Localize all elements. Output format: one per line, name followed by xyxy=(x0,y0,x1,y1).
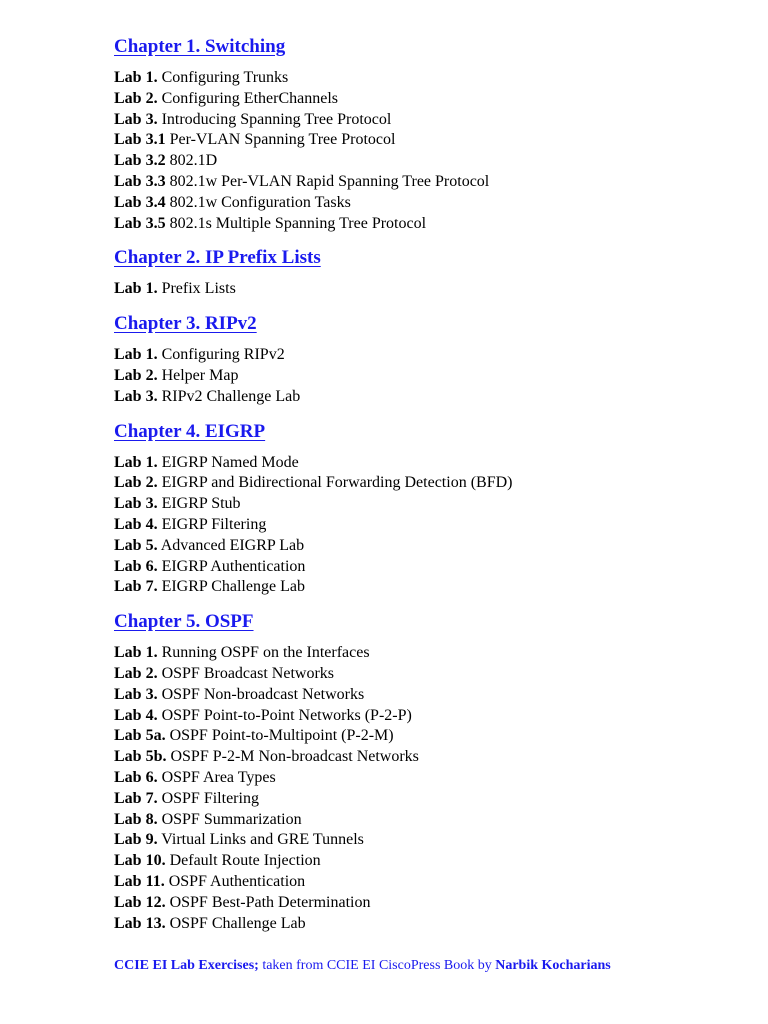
lab-title: OSPF Point-to-Multipoint (P-2-M) xyxy=(169,727,394,745)
list-item xyxy=(114,830,734,851)
lab-title: EIGRP Named Mode xyxy=(161,453,299,471)
list-item xyxy=(114,664,734,685)
lab-title: OSPF Broadcast Networks xyxy=(161,664,335,682)
footer-author: Narbik Kocharians xyxy=(495,958,611,973)
list-item xyxy=(114,577,734,598)
lab-title: OSPF Area Types xyxy=(161,768,276,786)
list-item xyxy=(114,914,734,935)
footer-source: taken from CCIE EI CiscoPress Book by xyxy=(258,958,496,973)
list-item xyxy=(114,214,734,235)
lab-number: Lab 11. xyxy=(114,872,165,890)
lab-list xyxy=(114,68,734,234)
lab-title: Advanced EIGRP Lab xyxy=(160,536,305,554)
chapter-title-link[interactable]: Chapter 2. IP Prefix Lists xyxy=(114,247,321,269)
chapter-section xyxy=(114,311,734,407)
lab-list xyxy=(114,643,734,934)
list-item xyxy=(114,685,734,706)
list-item xyxy=(114,453,734,474)
lab-number: Lab 7. xyxy=(114,578,158,596)
lab-number: Lab 5a. xyxy=(114,727,166,745)
lab-title: Virtual Links and GRE Tunnels xyxy=(161,831,364,849)
lab-number: Lab 3.5 xyxy=(114,214,166,232)
list-item xyxy=(114,387,734,408)
lab-number: Lab 4. xyxy=(114,515,158,533)
chapter-section xyxy=(114,419,734,599)
list-item xyxy=(114,110,734,131)
list-item xyxy=(114,151,734,172)
list-item xyxy=(114,643,734,664)
lab-title: 802.1w Per-VLAN Rapid Spanning Tree Protocol xyxy=(169,172,490,190)
lab-title: Configuring RIPv2 xyxy=(161,346,285,364)
lab-title: OSPF Summarization xyxy=(161,810,302,828)
lab-number: Lab 2. xyxy=(114,366,158,384)
list-item xyxy=(114,494,734,515)
lab-title: Prefix Lists xyxy=(161,280,236,298)
lab-title: Running OSPF on the Interfaces xyxy=(161,644,370,662)
lab-title: RIPv2 Challenge Lab xyxy=(161,387,301,405)
list-item xyxy=(114,747,734,768)
lab-title: Default Route Injection xyxy=(169,852,321,870)
list-item xyxy=(114,515,734,536)
lab-title: 802.1D xyxy=(169,152,218,170)
lab-title: EIGRP Challenge Lab xyxy=(161,578,305,596)
lab-number: Lab 6. xyxy=(114,557,158,575)
list-item xyxy=(114,68,734,89)
list-item xyxy=(114,893,734,914)
lab-number: Lab 7. xyxy=(114,789,158,807)
lab-list xyxy=(114,279,734,300)
lab-title: Helper Map xyxy=(161,366,239,384)
lab-number: Lab 1. xyxy=(114,280,158,298)
lab-title: 802.1s Multiple Spanning Tree Protocol xyxy=(169,214,427,232)
lab-title: OSPF Best-Path Determination xyxy=(169,893,371,911)
lab-number: Lab 1. xyxy=(114,69,158,86)
chapter-title-link[interactable]: Chapter 5. OSPF xyxy=(114,611,254,633)
lab-number: Lab 3.2 xyxy=(114,152,166,170)
lab-number: Lab 6. xyxy=(114,768,158,786)
list-item xyxy=(114,810,734,831)
lab-number: Lab 1. xyxy=(114,346,158,364)
list-item xyxy=(114,279,734,300)
lab-title: OSPF Authentication xyxy=(168,872,306,890)
lab-number: Lab 5b. xyxy=(114,748,167,766)
lab-title: EIGRP Stub xyxy=(161,495,241,513)
lab-list xyxy=(114,345,734,407)
lab-number: Lab 1. xyxy=(114,453,158,471)
lab-number: Lab 3.1 xyxy=(114,131,166,149)
list-item xyxy=(114,851,734,872)
lab-number: Lab 3. xyxy=(114,387,158,405)
lab-title: OSPF Filtering xyxy=(161,789,259,807)
chapter-section xyxy=(114,609,734,934)
lab-number: Lab 12. xyxy=(114,893,166,911)
list-item xyxy=(114,473,734,494)
lab-number: Lab 3. xyxy=(114,685,158,703)
lab-list xyxy=(114,453,734,599)
footer-title: CCIE EI Lab Exercises; xyxy=(114,958,259,973)
lab-number: Lab 5. xyxy=(114,536,158,554)
lab-title: OSPF Challenge Lab xyxy=(169,914,306,932)
lab-number: Lab 3. xyxy=(114,110,158,128)
lab-number: Lab 9. xyxy=(114,831,158,849)
lab-number: Lab 8. xyxy=(114,810,158,828)
lab-title: Introducing Spanning Tree Protocol xyxy=(161,110,392,128)
chapter-section xyxy=(114,34,734,234)
lab-title: EIGRP and Bidirectional Forwarding Detection (BFD) xyxy=(161,474,513,492)
chapter-title-link[interactable]: Chapter 3. RIPv2 xyxy=(114,313,257,335)
lab-number: Lab 3. xyxy=(114,495,158,513)
lab-title: OSPF Point-to-Point Networks (P-2-P) xyxy=(161,706,412,724)
lab-title: Configuring EtherChannels xyxy=(161,89,338,107)
list-item xyxy=(114,557,734,578)
lab-title: OSPF Non-broadcast Networks xyxy=(161,685,365,703)
chapter-section xyxy=(114,245,734,300)
lab-number: Lab 3.3 xyxy=(114,172,166,190)
list-item xyxy=(114,366,734,387)
lab-number: Lab 2. xyxy=(114,89,158,107)
list-item xyxy=(114,789,734,810)
list-item xyxy=(114,726,734,747)
list-item xyxy=(114,172,734,193)
lab-title: EIGRP Filtering xyxy=(161,515,267,533)
lab-title: Configuring Trunks xyxy=(161,69,289,86)
list-item xyxy=(114,536,734,557)
lab-title: Per-VLAN Spanning Tree Protocol xyxy=(169,131,396,149)
footer-credit xyxy=(114,958,611,974)
lab-number: Lab 10. xyxy=(114,852,166,870)
lab-number: Lab 3.4 xyxy=(114,193,166,211)
list-item xyxy=(114,768,734,789)
lab-number: Lab 1. xyxy=(114,644,158,662)
lab-number: Lab 13. xyxy=(114,914,166,932)
list-item xyxy=(114,706,734,727)
lab-number: Lab 4. xyxy=(114,706,158,724)
lab-number: Lab 2. xyxy=(114,474,158,492)
list-item xyxy=(114,872,734,893)
table-of-contents xyxy=(114,34,734,945)
chapter-title-link[interactable]: Chapter 1. Switching xyxy=(114,36,286,57)
list-item xyxy=(114,193,734,214)
list-item xyxy=(114,89,734,110)
lab-number: Lab 2. xyxy=(114,664,158,682)
lab-title: EIGRP Authentication xyxy=(161,557,306,575)
list-item xyxy=(114,345,734,366)
chapter-title-link[interactable]: Chapter 4. EIGRP xyxy=(114,420,266,442)
lab-title: 802.1w Configuration Tasks xyxy=(169,193,351,211)
list-item xyxy=(114,130,734,151)
lab-title: OSPF P-2-M Non-broadcast Networks xyxy=(170,748,419,766)
